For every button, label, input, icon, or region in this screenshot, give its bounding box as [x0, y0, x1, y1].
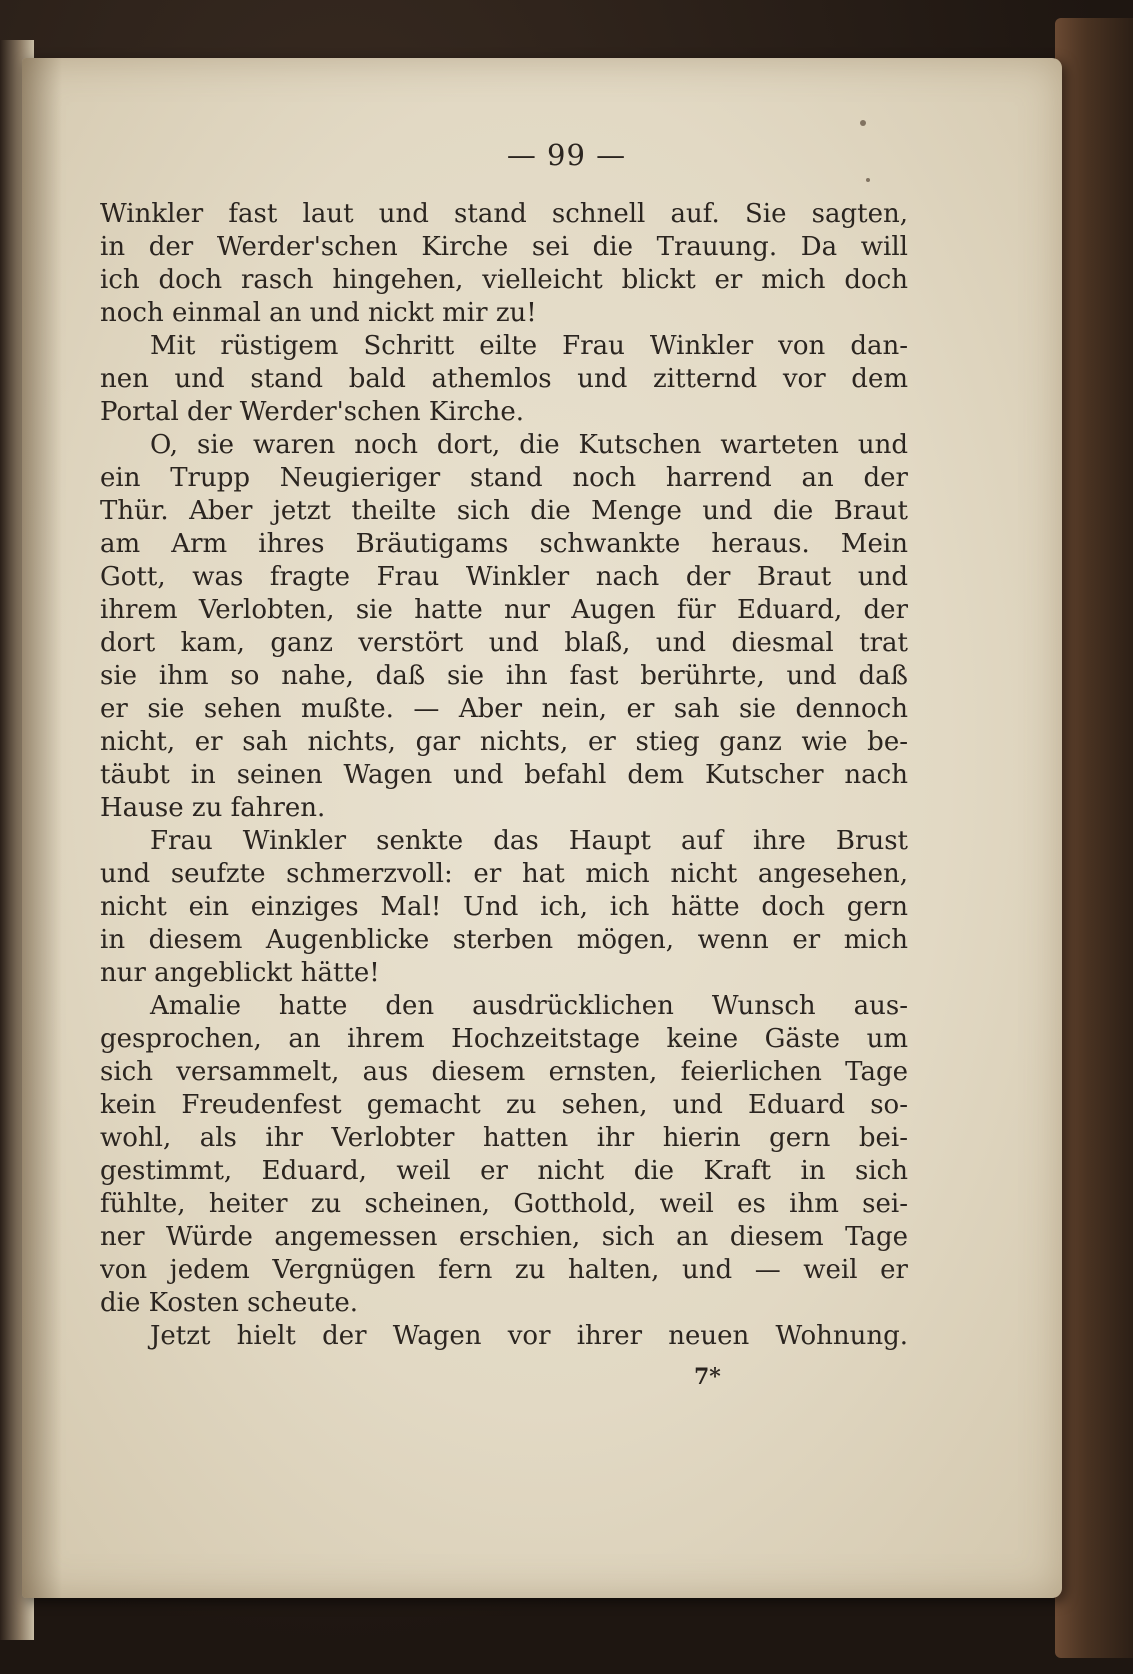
page-number: — 99 —	[506, 138, 627, 172]
text-line: Frau Winkler senkte das Haupt auf ihre Brust	[150, 826, 908, 856]
text-line: täubt in seinen Wagen und befahl dem Kutscher nach	[100, 760, 908, 790]
text-line: wohl, als ihr Verlobter hatten ihr hierin gern bei-	[100, 1123, 908, 1153]
text-line: nicht ein einziges Mal! Und ich, ich hätte doch gern	[100, 892, 908, 922]
text-line: Portal der Werder'schen Kirche.	[100, 397, 524, 427]
text-line: gestimmt, Eduard, weil er nicht die Kraft in sich	[100, 1156, 908, 1186]
text-line: kein Freudenfest gemacht zu sehen, und Eduard so-	[100, 1090, 908, 1120]
paper-speck	[860, 120, 866, 126]
text-line: sie ihm so nahe, daß sie ihn fast berührte, und daß	[100, 661, 908, 691]
text-line: Jetzt hielt der Wagen vor ihrer neuen Wohnung.	[150, 1321, 908, 1351]
text-line: Hause zu fahren.	[100, 793, 326, 823]
text-line: gesprochen, an ihrem Hochzeitstage keine Gäste um	[100, 1024, 908, 1054]
text-line: Mit rüstigem Schritt eilte Frau Winkler von dan-	[150, 331, 908, 361]
text-line: und seufzte schmerzvoll: er hat mich nicht angesehen,	[100, 859, 908, 889]
text-line: in der Werder'schen Kirche sei die Trauung. Da will	[100, 232, 908, 262]
book-cover-edge	[1055, 18, 1133, 1658]
text-line: in diesem Augenblicke sterben mögen, wenn er mich	[100, 925, 908, 955]
text-line: fühlte, heiter zu scheinen, Gotthold, weil es ihm sei-	[100, 1189, 908, 1219]
page-gutter-shadow	[22, 58, 62, 1598]
text-line: ich doch rasch hingehen, vielleicht blickt er mich doch	[100, 265, 908, 295]
text-line: sich versammelt, aus diesem ernsten, feierlichen Tage	[100, 1057, 908, 1087]
text-line: von jedem Vergnügen fern zu halten, und — weil er	[100, 1255, 908, 1285]
text-line: nicht, er sah nichts, gar nichts, er stieg ganz wie be-	[100, 727, 908, 757]
text-line: Winkler fast laut und stand schnell auf. Sie sagten,	[100, 199, 908, 229]
text-line: Gott, was fragte Frau Winkler nach der Braut und	[100, 562, 908, 592]
text-line: O, sie waren noch dort, die Kutschen warteten und	[150, 430, 908, 460]
text-line: die Kosten scheute.	[100, 1288, 359, 1318]
text-line: Amalie hatte den ausdrücklichen Wunsch aus-	[150, 991, 908, 1021]
text-line: Thür. Aber jetzt theilte sich die Menge und die Braut	[100, 496, 908, 526]
paper-speck	[866, 178, 870, 182]
text-line: ner Würde angemessen erschien, sich an diesem Tage	[100, 1222, 908, 1252]
text-line: am Arm ihres Bräutigams schwankte heraus. Mein	[100, 529, 908, 559]
body-text	[100, 198, 908, 1353]
text-line: dort kam, ganz verstört und blaß, und diesmal trat	[100, 628, 908, 658]
text-line: er sie sehen mußte. — Aber nein, er sah sie dennoch	[100, 694, 908, 724]
text-line: nur angeblickt hätte!	[100, 958, 380, 988]
text-line: ein Trupp Neugieriger stand noch harrend an der	[100, 463, 908, 493]
text-line: ihrem Verlobten, sie hatte nur Augen für Eduard, der	[100, 595, 908, 625]
text-line: nen und stand bald athemlos und zitternd vor dem	[100, 364, 908, 394]
printer-signature-mark: 7*	[694, 1364, 721, 1390]
text-line: noch einmal an und nickt mir zu!	[100, 298, 537, 328]
